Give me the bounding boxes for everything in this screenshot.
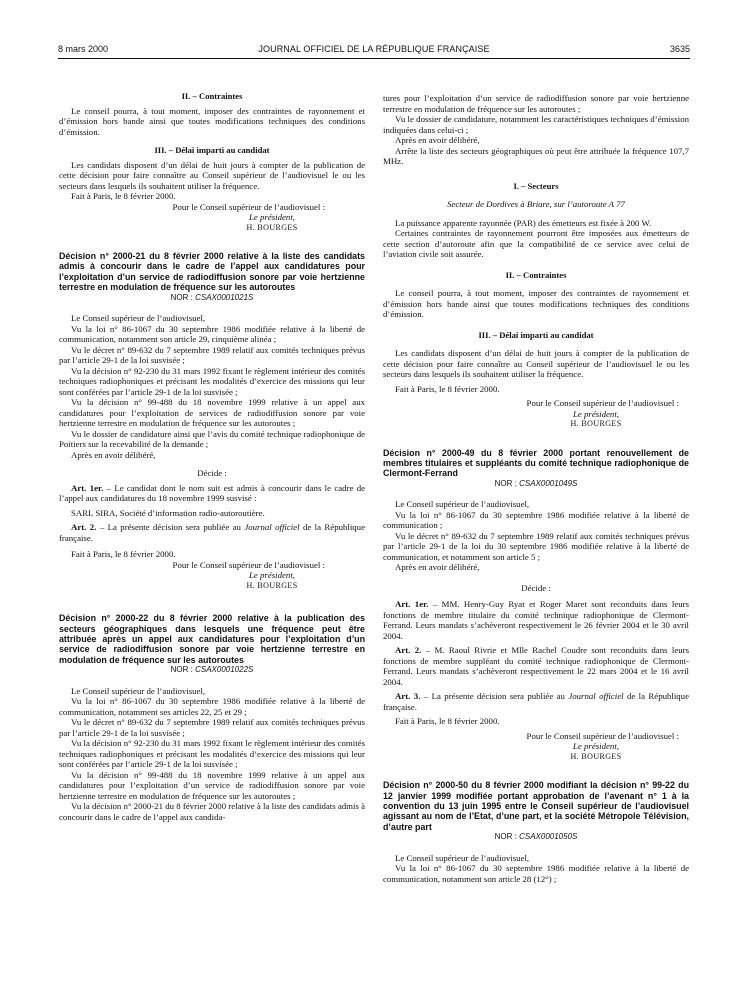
paragraph: Après en avoir délibéré, [395,562,480,573]
fait-line: Fait à Paris, le 8 février 2000. [71,549,176,560]
paragraph: Vu le décret n° 89-632 du 7 septembre 1989 relatif aux comités techniques prévus par l’article 29-1 de la loi du 30 septembre 1986 modifiée relative à la liberté de communication, et notamment son article 5 ; [383,530,689,562]
paragraph: Après en avoir délibéré, [395,135,480,145]
paragraph: Le Conseil supérieur de l’audiovisuel, [395,499,530,510]
paragraph: Les candidats disposent d’un délai de huit jours à compter de la publication de cette décision pour faire connaître au Conseil supérieur de l’audiovisuel le ou les secteurs dans lesquels ils souhaitent utiliser la fréquence. [383,348,689,379]
article: Art. 2. – La présente décision sera publiée au Journal officiel de la République française. [59,522,365,543]
section-title: III. – Délai imparti au candidat [478,329,594,340]
paragraph: Arrête la liste des secteurs géographiques où peut être attribuée la fréquence 107,7 MHz. [383,145,689,166]
signature-line: Pour le Conseil supérieur de l’audiovisuel : [526,398,679,408]
header-date: 8 mars 2000 [58,44,109,54]
signature-name: H. BOURGES [570,751,622,761]
paragraph: Le Conseil supérieur de l’audiovisuel, [71,685,206,696]
header-rule [58,58,690,59]
paragraph: Vu la décision n° 2000-21 du 8 février 2000 relative à la liste des candidats admis à concourir dans le cadre de l’appel aux candida- [59,801,365,822]
fait-line: Fait à Paris, le 8 février 2000. [71,191,176,201]
section-subtitle: Secteur de Dordives à Briare, sur l’autoroute A 77 [447,199,625,209]
paragraph: Vu la loi n° 86-1067 du 30 septembre 1986 modifiée relative à la liberté de communication ; [383,509,689,531]
signature-name: H. BOURGES [570,419,622,428]
signature-line: Pour le Conseil supérieur de l’audiovisuel : [526,730,679,741]
paragraph: Le Conseil supérieur de l’audiovisuel, [71,313,206,324]
nor-reference: NOR : CSAX0001049S [494,478,578,488]
paragraph: La puissance apparente rayonnée (PAR) des émetteurs est fixée à 200 W. [395,217,652,228]
paragraph: SARL SIRA, Société d’information radio-autoroutière. [71,507,265,518]
decision-title: Décision n° 2000-50 du 8 février 2000 modifiant la décision n° 99-22 du 12 janvier 1999 modifiée portant approbation de l’avenant n° 1 à la convention du 13 juin 1995 entre le Conseil supérieur de l’audiovisuel agissant au nom de l’Etat, d’une part, et la société Métropole Télévision, d’autre part [383,780,689,832]
header-page-number: 3635 [669,44,690,54]
section-title: III. – Délai imparti au candidat [154,145,270,155]
left-column [59,91,365,983]
paragraph: tures pour l’exploitation d’un service de radiodiffusion sonore par voie hertzienne terrestre en modulation de fréquence sur les autoroutes ; [383,93,689,114]
paragraph: Les candidats disposent d’un délai de huit jours à compter de la publication de cette décision pour faire connaître au Conseil supérieur de l’audiovisuel le ou les secteurs dans lesquels ils souhaitent utiliser la fréquence. [59,159,365,191]
signature-line: Pour le Conseil supérieur de l’audiovisuel : [172,559,325,570]
paragraph: Vu le dossier de candidature ainsi que l’avis du comité technique radiophonique de Poitiers sur la recevabilité de la demande ; [59,428,365,450]
paragraph: Vu le décret n° 89-632 du 7 septembre 1989 relatif aux comités techniques prévus par l’article 29-1 de la loi susvisée ; [59,344,365,366]
decide-heading: Décide : [197,468,227,479]
decision-title: Décision n° 2000-21 du 8 février 2000 relative à la liste des candidats admis à concourir dans le cadre de l’appel aux candidatures pour l’exploitation d’un service de radiodiffusion sonore par voie hertzienne terrestre en modulation de fréquence sur les autoroutes [59,251,365,293]
paragraph: Le Conseil supérieur de l’audiovisuel, [395,852,530,863]
paragraph: Vu la décision n° 92-230 du 31 mars 1992 fixant le règlement intérieur des comités techniques radiophoniques et précisant les modalités d’exercice des missions qui leur sont conférées par l’article 29-1 de la loi susvisée ; [59,738,365,770]
decide-heading: Décide : [521,582,551,593]
signature-line: Pour le Conseil supérieur de l’audiovisuel : [172,201,325,212]
paragraph: Vu la décision n° 99-488 du 18 novembre 1999 relative à un appel aux candidatures pour l’exploitation d’un service de radiodiffusion sonore par voie hertzienne terrestre en modulation de fréquence sur les autoroutes ; [59,769,365,801]
header-journal-title: JOURNAL OFFICIEL DE LA RÉPUBLIQUE FRANÇAISE [258,44,490,54]
right-column [383,93,689,985]
paragraph: Vu la loi n° 86-1067 du 30 septembre 1986 modifiée relative à la liberté de communication, notamment ses articles 22, 25 et 29 ; [59,696,365,717]
paragraph: Le conseil pourra, à tout moment, imposer des contraintes de rayonnement et d’émission hors bande ainsi que toutes modifications techniques des conditions d’émission. [383,288,689,319]
paragraph: Le conseil pourra, à tout moment, imposer des contraintes de rayonnement et d’émission hors bande ainsi que toutes modifications techniques des conditions d’émission. [59,105,365,137]
paragraph: Vu la loi n° 86-1067 du 30 septembre 1986 modifiée relative à la liberté de communication, notamment son article 29, cinquième alinéa ; [59,323,365,345]
signature-role: Le président, [573,408,619,419]
article: Art. 3. – La présente décision sera publiée au Journal officiel de la République française. [383,691,689,712]
section-title: II. – Contraintes [181,91,243,101]
section-title: II. – Contraintes [505,269,567,280]
signature-role: Le président, [249,570,295,581]
section-title: I. – Secteurs [513,180,559,191]
signature-name: H. BOURGES [246,222,298,232]
paragraph: Vu la loi n° 86-1067 du 30 septembre 1986 modifiée relative à la liberté de communication, notamment son article 28 (12°) ; [383,863,689,884]
fait-line: Fait à Paris, le 8 février 2000. [395,383,500,394]
paragraph: Après en avoir délibéré, [71,449,156,460]
article: Art. 1er. – MM. Henry-Guy Ryat et Roger Maret sont reconduits dans leurs fonctions de membre titulaire du comité technique radiophonique de Clermont-Ferrand. Leurs mandats s’achèveront respectivement le 26 février 2004 et le 30 avril 2004. [383,599,689,641]
signature-role: Le président, [249,212,295,222]
paragraph: Vu la décision n° 99-488 du 18 novembre 1999 relative à un appel aux candidatures pour l’exploitation de services de radiodiffusion sonore par voie hertzienne terrestre en modulation de fréquence sur les autoroutes ; [59,397,365,429]
decision-title: Décision n° 2000-22 du 8 février 2000 relative à la publication des secteurs géographiques dans lesquels une fréquence peut être attribuée après un appel aux candidatures pour l’exploitation d’un service de radiodiffusion sonore par voie hertzienne terrestre en modulation de fréquence sur les autoroutes [59,613,365,665]
paragraph: Vu la décision n° 92-230 du 31 mars 1992 fixant le règlement intérieur des comités techniques radiophoniques et précisant les modalités d’exercice des missions qui leur sont conférées par l’article 29-1 de la loi susvisée ; [59,365,365,397]
decision-title: Décision n° 2000-49 du 8 février 2000 portant renouvellement de membres titulaires et suppléants du comité technique radiophonique de Clermont-Ferrand [383,447,689,479]
paragraph: Vu le dossier de candidature, notamment les caractéristiques techniques d’émission indiquées dans celui-ci ; [383,114,689,135]
paragraph: Vu le décret n° 89-632 du 7 septembre 1989 relatif aux comités techniques prévus par l’article 29-1 de la loi susvisée ; [59,717,365,738]
nor-reference: NOR : CSAX0001021S [170,292,254,302]
nor-reference: NOR : CSAX0001050S [494,832,578,842]
nor-reference: NOR : CSAX0001022S [170,665,254,675]
signature-name: H. BOURGES [246,580,298,590]
article: Art. 1er. – Le candidat dont le nom suit est admis à concourir dans le cadre de l’appel aux candidatures du 18 novembre 1999 susvisé : [59,482,365,504]
signature-role: Le président, [573,741,619,752]
article: Art. 2. – M. Raoul Rivrie et Mlle Rachel Coudre sont reconduits dans leurs fonctions de membre suppléant du comité technique radiophonique de Clermont-Ferrand. Leurs mandats s’achèveront respectivement le 22 mars 2004 et le 16 avril 2004. [383,645,689,687]
paragraph: Certaines contraintes de rayonnement pourront être imposées aux émetteurs de cette section d’autoroute afin que la compatibilité de ce service avec celui de l’aviation civile soit assurée. [383,228,689,259]
running-header [58,44,690,58]
fait-line: Fait à Paris, le 8 février 2000. [395,716,500,727]
